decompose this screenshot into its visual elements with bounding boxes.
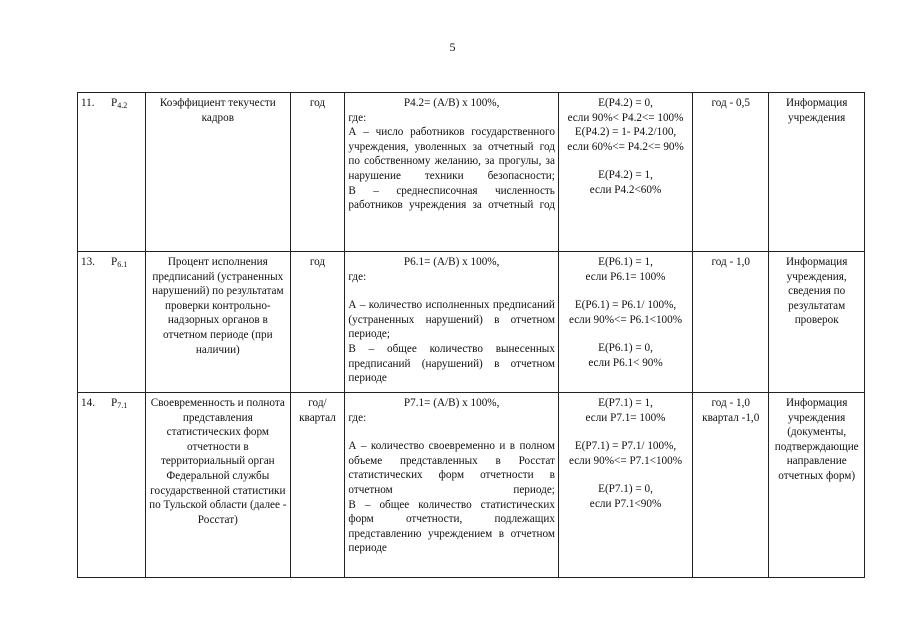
formula-line: А – число работников государственного учреждения, уволенных за отчетный год по собственному желанию, за прогулы, за нарушение техники безопасности; (348, 126, 555, 182)
table-row (78, 393, 865, 578)
eval-spacer (562, 284, 689, 298)
formula-line: В – среднесписочная численность работников учреждения за отчетный год (348, 184, 555, 212)
formula-head: P6.1= (A/B) х 100%, (403, 256, 500, 268)
weight-cell: год - 1,0 (693, 252, 769, 393)
eval-line: E(P6.1) = 1, (598, 256, 653, 268)
evaluation-cell (558, 252, 692, 393)
indicator-name: Коэффициент текучести кадров (146, 93, 290, 252)
formula-where: где: (348, 270, 367, 283)
formula-line: А – количество исполненных предписаний (устраненных нарушений) в отчетном периоде; (348, 299, 555, 341)
formula-cell (345, 393, 559, 578)
eval-line: если P6.1< 90% (588, 356, 663, 369)
evaluation-cell (558, 393, 692, 578)
indicator-code: $P_{4.2}$ (111, 97, 128, 110)
eval-spacer (562, 154, 689, 168)
row-number: 13. (81, 256, 95, 268)
eval-line: если P7.1= 100% (585, 411, 666, 424)
row-number: 14. (81, 397, 95, 409)
reporting-period: год (290, 252, 345, 393)
formula-head: P7.1= (A/B) х 100%, (403, 397, 500, 409)
indicators-table (77, 92, 865, 578)
eval-line: E(P7.1) = P7.1/ 100%, (574, 440, 677, 453)
source-cell: Информация учреждения (документы, подтверждающие направление отчетных форм) (769, 393, 865, 578)
eval-line: если 90%<= P7.1<100% (568, 454, 683, 467)
eval-line: если P7.1<90% (589, 497, 662, 510)
eval-line: E(P4.2) = 0, (598, 97, 653, 109)
weight-cell: год - 0,5 (693, 93, 769, 252)
formula-where: где: (348, 411, 367, 424)
formula-line: А – количество своевременно и в полном объеме представленных в Росстат статистических форм отчетности в отчетном периоде; (348, 440, 555, 496)
indicator-name: Своевременность и полнота представления статистических форм отчетности в территориальный орган Федеральной службы государственной статистики по Тульской области (далее - Росстат) (146, 393, 290, 578)
page-number: 5 (449, 40, 456, 54)
indicator-code: $P_{7.1}$ (111, 397, 128, 410)
table-row (78, 93, 865, 252)
formula-line: В – общее количество вынесенных предписаний (нарушений) в отчетном периоде (348, 342, 555, 385)
formula-cell (345, 93, 559, 252)
formula-cell (345, 252, 559, 393)
eval-line: E(P4.2) = 1- P4.2/100, (574, 126, 677, 139)
eval-line: E(P4.2) = 1, (598, 169, 653, 182)
formula-where: где: (348, 111, 367, 124)
source-cell: Информация учреждения (769, 93, 865, 252)
formula-spacer (348, 425, 555, 439)
formula-line: В – общее количество статистических форм отчетности, подлежащих представлению учреждением в отчетном периоде (348, 498, 555, 555)
reporting-period: год/ квартал (290, 393, 345, 578)
weight-cell: год - 1,0 квартал -1,0 (693, 393, 769, 578)
eval-line: E(P6.1) = P6.1/ 100%, (574, 299, 677, 312)
row-number-cell (78, 393, 146, 578)
evaluation-cell (558, 93, 692, 252)
formula-spacer (348, 284, 555, 298)
eval-line: E(P6.1) = 0, (598, 342, 653, 355)
source-cell: Информация учреждения, сведения по результатам проверок (769, 252, 865, 393)
row-number-cell (78, 252, 146, 393)
indicator-name: Процент исполнения предписаний (устраненных нарушений) по результатам проверки контрольно-надзорных органов в отчетном периоде (при наличии) (146, 252, 290, 393)
formula-head: P4.2= (A/B) х 100%, (403, 97, 500, 109)
eval-line: если 90%< P4.2<= 100% (567, 111, 684, 124)
eval-line: если P6.1= 100% (585, 270, 666, 283)
eval-line: если 90%<= P6.1<100% (568, 313, 683, 326)
indicator-code: $P_{6.1}$ (111, 256, 128, 269)
row-number: 11. (81, 97, 95, 109)
eval-line: если P4.2<60% (589, 183, 662, 196)
eval-spacer (562, 468, 689, 482)
table-row (78, 252, 865, 393)
reporting-period: год (290, 93, 345, 252)
eval-spacer (562, 327, 689, 341)
row-number-cell (78, 93, 146, 252)
eval-line: если 60%<= P4.2<= 90% (567, 140, 684, 153)
eval-line: E(P7.1) = 0, (598, 483, 653, 496)
eval-line: E(P7.1) = 1, (598, 397, 653, 409)
eval-spacer (562, 425, 689, 439)
